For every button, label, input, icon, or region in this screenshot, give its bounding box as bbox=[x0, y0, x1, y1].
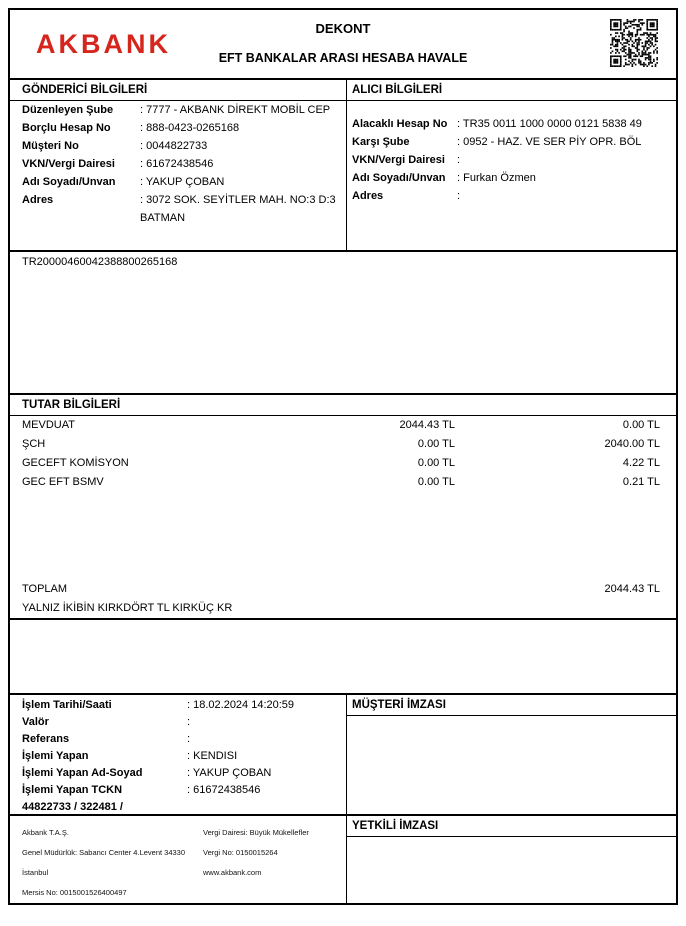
field-label: Adres bbox=[352, 190, 384, 202]
authorized-signature-panel bbox=[347, 816, 676, 903]
document-subtitle: EFT BANKALAR ARASI HESABA HAVALE bbox=[218, 51, 468, 65]
parties-section bbox=[10, 80, 676, 252]
field-label: Borçlu Hesap No bbox=[22, 122, 111, 134]
footer-col2 bbox=[203, 823, 346, 903]
field-value: : 61672438546 bbox=[187, 784, 261, 796]
authorized-signature-title: YETKİLİ İMZASI bbox=[347, 816, 676, 837]
field-label: Referans bbox=[22, 733, 70, 745]
recipient-title: ALICI BİLGİLERİ bbox=[347, 80, 676, 101]
field-value: : 0952 - HAZ. VE SER PİY OPR. BÖL bbox=[457, 136, 642, 148]
recipient-panel bbox=[347, 80, 676, 250]
transaction-row bbox=[10, 748, 346, 765]
footer-line: Vergi Dairesi: Büyük Mükellefler bbox=[203, 828, 309, 837]
bank-footer bbox=[10, 816, 347, 903]
transaction-row bbox=[10, 765, 346, 782]
sender-row bbox=[10, 119, 346, 137]
sender-panel bbox=[10, 80, 347, 250]
amount-row bbox=[10, 416, 676, 435]
total-value: 2044.43 TL bbox=[604, 583, 660, 595]
footer-line: Vergi No: 0150015264 bbox=[203, 848, 278, 857]
field-label: İşlemi Yapan Ad-Soyad bbox=[22, 767, 143, 779]
recipient-row bbox=[347, 151, 676, 169]
field-label: Valör bbox=[22, 716, 49, 728]
transaction-row bbox=[10, 714, 346, 731]
field-value: : 61672438546 bbox=[140, 158, 214, 170]
amount-debit: 0.00 TL bbox=[417, 457, 455, 469]
footer-line: Akbank T.A.Ş. bbox=[22, 828, 69, 837]
field-value: : 0044822733 bbox=[140, 140, 208, 152]
field-value: : KENDISI bbox=[187, 750, 238, 762]
amount-in-words: YALNIZ İKİBİN KIRKDÖRT TL KIRKÜÇ KR bbox=[22, 602, 233, 614]
sender-row bbox=[10, 137, 346, 155]
amounts-title: TUTAR BİLGİLERİ bbox=[10, 395, 676, 416]
sender-row bbox=[10, 173, 346, 191]
footer-col1 bbox=[22, 823, 203, 903]
recipient-row bbox=[347, 115, 676, 133]
customer-signature-title: MÜŞTERİ İMZASI bbox=[347, 695, 676, 716]
qr-code-icon bbox=[610, 19, 658, 67]
footer-section bbox=[10, 816, 676, 903]
field-value: : bbox=[187, 716, 191, 728]
amount-debit: 2044.43 TL bbox=[399, 419, 455, 431]
document-header bbox=[10, 10, 676, 80]
field-value: : 18.02.2024 14:20:59 bbox=[187, 699, 295, 711]
field-label: Adres bbox=[22, 194, 54, 206]
amount-label: GECEFT KOMİSYON bbox=[22, 457, 129, 469]
amount-credit: 0.21 TL bbox=[622, 476, 660, 488]
field-label: İşlem Tarihi/Saati bbox=[22, 699, 112, 711]
transaction-note: 44822733 / 322481 / bbox=[22, 801, 123, 813]
amount-label: MEVDUAT bbox=[22, 419, 75, 431]
transaction-panel bbox=[10, 695, 347, 814]
field-label: Adı Soyadı/Unvan bbox=[22, 176, 116, 188]
amount-credit: 2040.00 TL bbox=[604, 438, 660, 450]
field-label: Alacaklı Hesap No bbox=[352, 118, 448, 130]
transaction-row bbox=[10, 731, 346, 748]
field-value: : YAKUP ÇOBAN bbox=[140, 176, 225, 188]
field-label: İşlemi Yapan TCKN bbox=[22, 784, 123, 796]
field-label: İşlemi Yapan bbox=[22, 750, 89, 762]
amount-label: ŞCH bbox=[22, 438, 46, 450]
blank-section bbox=[10, 620, 676, 695]
field-value: : bbox=[457, 154, 461, 166]
reference-number: TR20000460042388800265168 bbox=[22, 256, 178, 268]
footer-line: Genel Müdürlük: Sabancı Center 4.Levent 34330 bbox=[22, 848, 186, 857]
recipient-row bbox=[347, 169, 676, 187]
field-value: : bbox=[457, 190, 461, 202]
field-value: : YAKUP ÇOBAN bbox=[187, 767, 272, 779]
reference-section bbox=[10, 252, 676, 395]
amount-row bbox=[10, 454, 676, 473]
spacer bbox=[347, 101, 676, 115]
field-label: VKN/Vergi Dairesi bbox=[352, 154, 445, 166]
document-title: DEKONT bbox=[315, 21, 371, 36]
amount-credit: 0.00 TL bbox=[622, 419, 660, 431]
field-label: Düzenleyen Şube bbox=[22, 104, 114, 116]
field-value: : Furkan Özmen bbox=[457, 172, 536, 184]
amount-label: GEC EFT BSMV bbox=[22, 476, 104, 488]
sender-title: GÖNDERİCİ BİLGİLERİ bbox=[10, 80, 346, 101]
dekont-document bbox=[8, 8, 678, 905]
field-value: : TR35 0011 1000 0000 0121 5838 49 bbox=[457, 118, 642, 130]
sender-row bbox=[10, 101, 346, 119]
transaction-row bbox=[10, 782, 346, 799]
transaction-row bbox=[10, 697, 346, 714]
field-value: : 888-0423-0265168 bbox=[140, 122, 240, 134]
total-row bbox=[10, 580, 676, 599]
transaction-section bbox=[10, 695, 676, 816]
amount-debit: 0.00 TL bbox=[417, 438, 455, 450]
recipient-row bbox=[347, 187, 676, 205]
field-label: Karşı Şube bbox=[352, 136, 410, 148]
recipient-row bbox=[347, 133, 676, 151]
bank-website: www.akbank.com bbox=[203, 868, 262, 877]
amount-row bbox=[10, 473, 676, 492]
akbank-logo: AKBANK bbox=[36, 29, 171, 59]
spacer bbox=[10, 492, 676, 580]
amount-credit: 4.22 TL bbox=[622, 457, 660, 469]
field-value: : 7777 - AKBANK DİREKT MOBİL CEP bbox=[140, 104, 331, 116]
field-value: : bbox=[187, 733, 191, 745]
field-value: : 3072 SOK. SEYİTLER MAH. NO:3 D:3 BATMAN bbox=[140, 194, 339, 224]
footer-line: İstanbul bbox=[22, 868, 49, 877]
field-label: Adı Soyadı/Unvan bbox=[352, 172, 446, 184]
amounts-section bbox=[10, 395, 676, 620]
amount-debit: 0.00 TL bbox=[417, 476, 455, 488]
amount-row bbox=[10, 435, 676, 454]
sender-row bbox=[10, 155, 346, 173]
footer-line: Mersis No: 0015001526400497 bbox=[22, 888, 127, 897]
total-label: TOPLAM bbox=[22, 583, 68, 595]
field-label: VKN/Vergi Dairesi bbox=[22, 158, 115, 170]
customer-signature-panel bbox=[347, 695, 676, 814]
field-label: Müşteri No bbox=[22, 140, 79, 152]
sender-row bbox=[10, 191, 346, 227]
